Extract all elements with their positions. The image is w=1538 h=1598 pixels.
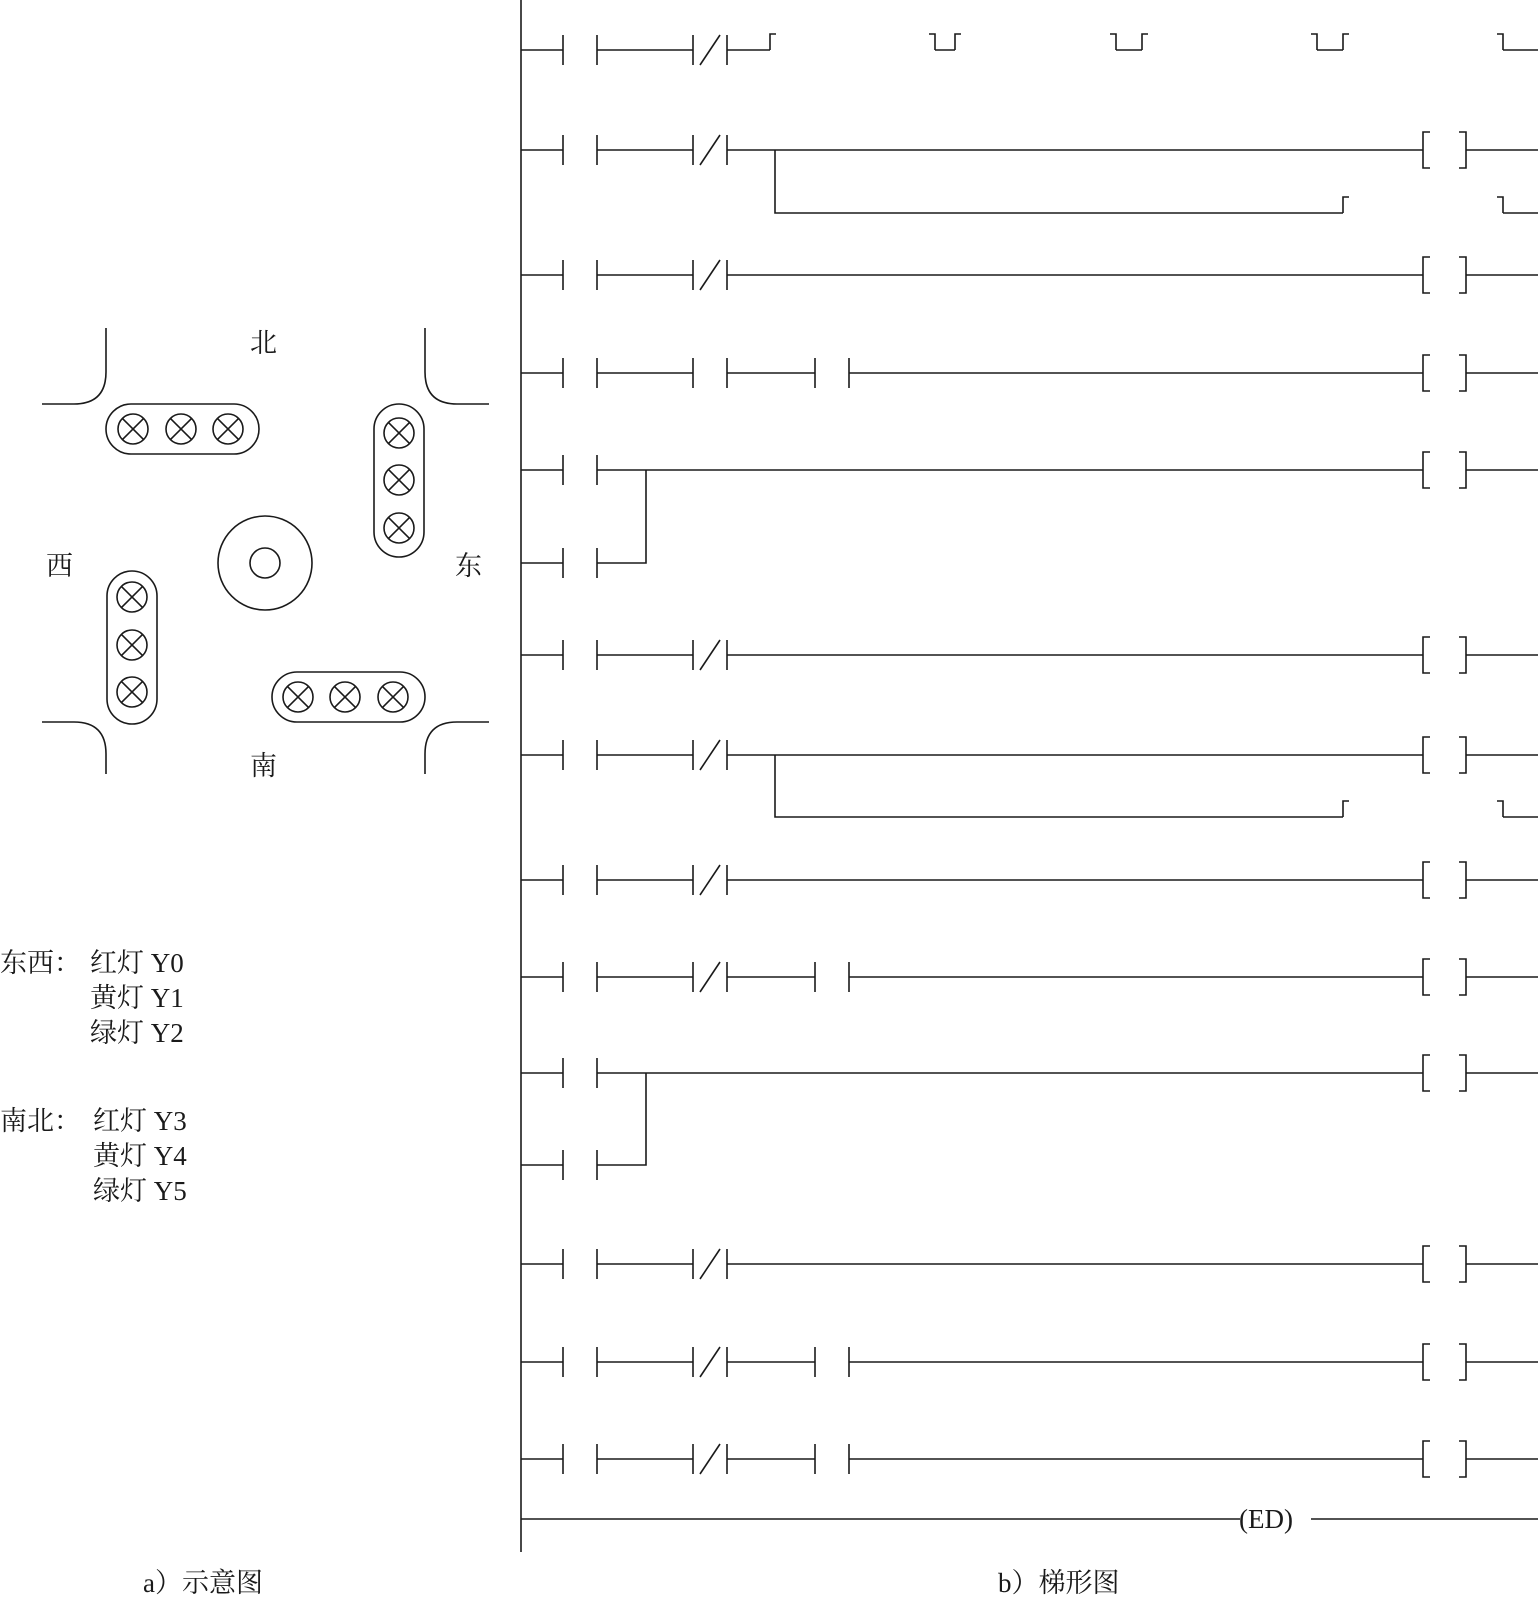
nc-contact — [693, 1347, 727, 1377]
timer-instruction — [1343, 197, 1503, 213]
ladder-rung — [521, 257, 1538, 293]
ladder-rung — [521, 862, 1538, 898]
lamp-icon — [384, 513, 414, 543]
no-contact — [563, 1347, 597, 1377]
ladder-rung — [521, 1441, 1538, 1477]
lamp-icon — [283, 682, 313, 712]
nc-contact — [693, 260, 727, 290]
ladder-rung — [521, 737, 1538, 817]
direction-east: 东 — [455, 551, 482, 581]
no-contact — [563, 260, 597, 290]
no-contact — [693, 358, 727, 388]
ladder-rung — [521, 34, 1538, 65]
center-post — [218, 516, 312, 610]
no-contact — [563, 358, 597, 388]
ladder-rungs — [521, 34, 1538, 1477]
lamp-icon — [213, 414, 243, 444]
no-contact — [563, 455, 597, 485]
direction-south: 南 — [250, 751, 277, 781]
output-coil — [1423, 959, 1466, 995]
no-contact — [563, 962, 597, 992]
output-coil — [1423, 257, 1466, 293]
legend-item: 红灯 Y3 — [93, 1106, 187, 1136]
ladder-rung — [521, 1246, 1538, 1282]
no-contact — [563, 548, 597, 578]
lamp-legend — [0, 948, 187, 1206]
lamp-icon — [384, 465, 414, 495]
output-coil — [1423, 862, 1466, 898]
no-contact — [563, 865, 597, 895]
ladder-rung — [521, 355, 1538, 391]
no-contact — [563, 1249, 597, 1279]
no-contact — [815, 1444, 849, 1474]
parallel-branch-wire — [597, 470, 646, 563]
ladder-rung — [521, 959, 1538, 995]
branch-wire — [775, 150, 1343, 213]
lamp-icon — [118, 414, 148, 444]
lamp-icon — [117, 582, 147, 612]
nc-contact — [693, 865, 727, 895]
legend-group-ew: 东西： — [0, 948, 81, 978]
lamp-icon — [117, 630, 147, 660]
branch-wire — [775, 755, 1343, 817]
end-instruction: (ED) — [1239, 1504, 1293, 1534]
timer-instruction — [770, 34, 935, 50]
direction-north: 北 — [250, 328, 277, 358]
caption-ladder: b）梯形图 — [998, 1568, 1120, 1598]
ladder-rung — [521, 132, 1538, 213]
legend-item: 黄灯 Y4 — [93, 1141, 187, 1171]
nc-contact — [693, 1249, 727, 1279]
ladder-diagram — [521, 0, 1538, 1598]
ladder-rung — [521, 1344, 1538, 1380]
output-coil — [1423, 132, 1466, 168]
nc-contact — [693, 962, 727, 992]
no-contact — [815, 962, 849, 992]
output-coil — [1423, 1441, 1466, 1477]
no-contact — [563, 640, 597, 670]
nc-contact — [693, 640, 727, 670]
nc-contact — [693, 135, 727, 165]
caption-schematic: a）示意图 — [143, 1568, 263, 1598]
output-coil — [1423, 637, 1466, 673]
no-contact — [563, 1058, 597, 1088]
south-signal — [272, 672, 425, 722]
timer-instruction — [1343, 34, 1503, 50]
north-signal — [106, 404, 259, 454]
nc-contact — [693, 740, 727, 770]
lamp-icon — [384, 418, 414, 448]
curb-southwest — [42, 722, 106, 774]
no-contact — [563, 740, 597, 770]
nc-contact — [693, 1444, 727, 1474]
legend-item: 黄灯 Y1 — [90, 983, 184, 1013]
intersection-schematic — [0, 328, 489, 1598]
signal-lamps — [117, 414, 414, 712]
curb-southeast — [425, 722, 489, 774]
west-signal — [107, 571, 157, 724]
ladder-rung — [521, 1055, 1538, 1180]
output-coil — [1423, 1055, 1466, 1091]
output-coil — [1423, 1246, 1466, 1282]
no-contact — [563, 1444, 597, 1474]
lamp-icon — [378, 682, 408, 712]
direction-west: 西 — [46, 551, 73, 581]
output-coil — [1423, 737, 1466, 773]
legend-item: 绿灯 Y5 — [93, 1176, 187, 1206]
timer-instruction — [1142, 34, 1317, 50]
legend-item: 绿灯 Y2 — [90, 1018, 184, 1048]
output-coil — [1423, 355, 1466, 391]
no-contact — [563, 135, 597, 165]
ladder-rung — [521, 637, 1538, 673]
no-contact — [815, 1347, 849, 1377]
legend-group-ns: 南北： — [0, 1106, 81, 1136]
lamp-icon — [330, 682, 360, 712]
lamp-icon — [117, 677, 147, 707]
no-contact — [563, 35, 597, 65]
output-coil — [1423, 452, 1466, 488]
curb-northwest — [42, 328, 106, 404]
no-contact — [815, 358, 849, 388]
output-coil — [1423, 1344, 1466, 1380]
ladder-rung — [521, 452, 1538, 578]
timer-instruction — [1343, 801, 1503, 817]
no-contact — [563, 1150, 597, 1180]
parallel-branch-wire — [597, 1073, 646, 1165]
nc-contact — [693, 35, 727, 65]
legend-item: 红灯 Y0 — [90, 948, 184, 978]
lamp-icon — [166, 414, 196, 444]
curb-northeast — [425, 328, 489, 404]
end-rung — [521, 1504, 1538, 1534]
timer-instruction — [955, 34, 1116, 50]
